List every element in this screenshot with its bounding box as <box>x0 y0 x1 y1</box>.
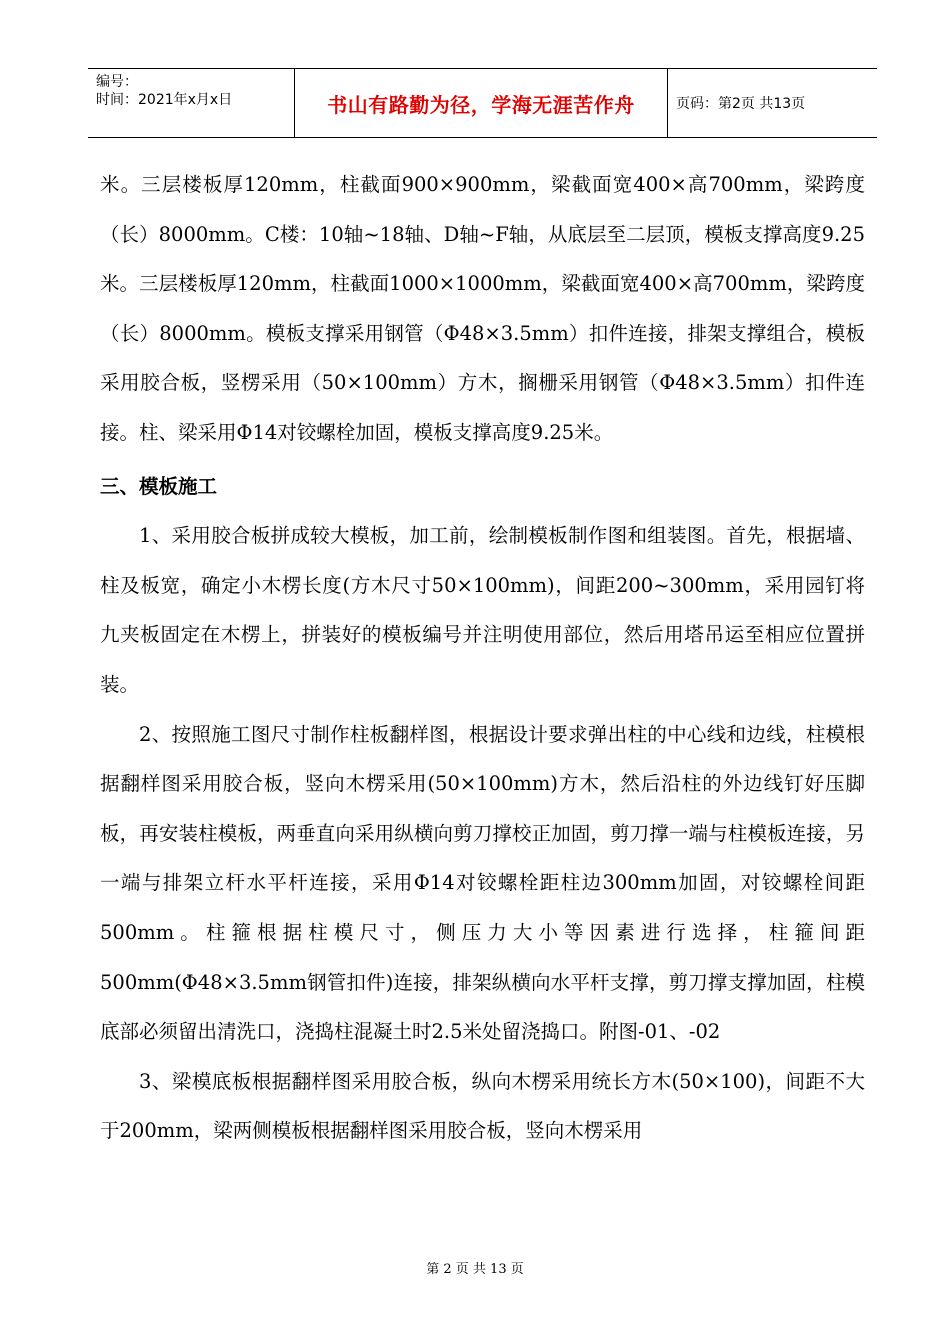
header-page-info: 页码：第2页 共13页 <box>676 96 806 112</box>
page-footer: 第 2 页 共 13 页 <box>426 1262 524 1277</box>
paragraph-1: 1、采用胶合板拼成较大模板，加工前，绘制模板制作图和组装图。首先，根据墙、柱及板宽，确定小木楞长度(方木尺寸50×100mm)，间距200~300mm，采用园钉将九夹板固定在木楞上，拼装好的模板编号并注明使用部位，然后用塔吊运至相应位置拼装。 <box>100 524 865 696</box>
document-time-label: 时间：2021年x月x日 <box>96 92 233 108</box>
header-motto: 书山有路勤为径，学海无涯苦作舟 <box>295 69 668 137</box>
document-number-label: 编号： <box>96 74 138 90</box>
page-header <box>88 68 877 138</box>
paragraph-intro: 米。三层楼板厚120mm，柱截面900×900mm，梁截面宽400×高700mm，梁跨度（长）8000mm。C楼：10轴~18轴、D轴~F轴，从底层至二层顶，模板支撑高度9.25米。三层楼板厚120mm，柱截面1000×1000mm，梁截面宽400×高700mm，梁跨度（长）8000mm。模板支撑采用钢管（Φ48×3.5mm）扣件连接，排架支撑组合，模板采用胶合板，竖楞采用（50×100mm）方木，搁栅采用钢管（Φ48×3.5mm）扣件连接。柱、梁采用Φ14对铰螺栓加固，模板支撑高度9.25米。 <box>100 173 865 444</box>
document-body <box>100 160 865 1156</box>
paragraph-2: 2、按照施工图尺寸制作柱板翻样图，根据设计要求弹出柱的中心线和边线，柱模根据翻样图采用胶合板，竖向木楞采用(50×100mm)方木，然后沿柱的外边线钉好压脚板，再安装柱模板，两垂直向采用纵横向剪刀撑校正加固，剪刀撑一端与柱模板连接，另一端与排架立杆水平杆连接，采用Φ14对铰螺栓距柱边300mm加固，对铰螺栓间距500mm。柱箍根据柱模尺寸，侧压力大小等因素进行选择，柱箍间距500mm(Φ48×3.5mm钢管扣件)连接，排架纵横向水平杆支撑，剪刀撑支撑加固，柱模底部必须留出清洗口，浇捣柱混凝土时2.5米处留浇捣口。附图-01、-02 <box>100 722 865 1044</box>
paragraph-3: 3、梁模底板根据翻样图采用胶合板，纵向木楞采用统长方木(50×100)，间距不大于200mm，梁两侧模板根据翻样图采用胶合板，竖向木楞采用 <box>100 1069 865 1143</box>
section-title: 三、模板施工 <box>100 474 218 498</box>
header-meta <box>88 69 295 137</box>
